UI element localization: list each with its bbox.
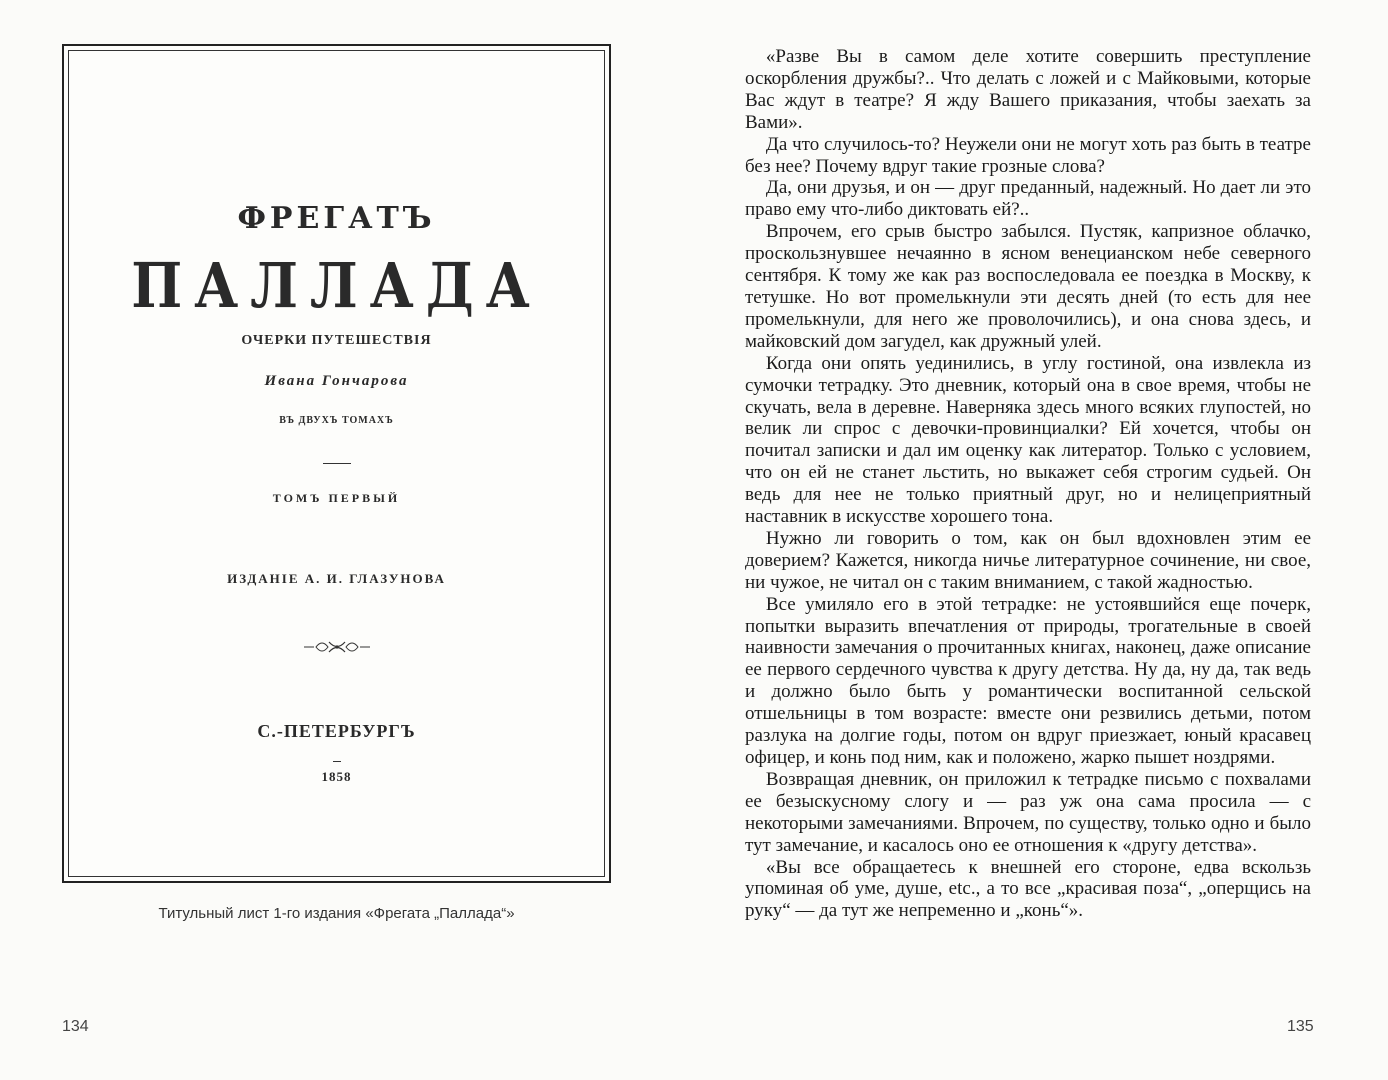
paragraph: Да, они друзья, и он — друг преданный, надежный. Но дает ли это право ему что-либо диктовать ей?.. — [745, 177, 1311, 221]
ornament-icon — [302, 637, 372, 657]
title-subtitle: ОЧЕРКИ ПУТЕШЕСТВІЯ — [241, 333, 432, 348]
paragraph: «Вы все обращаетесь к внешней его стороне, едва вскользь упоминая об уме, душе, etc., а то все „красивая поза“, „оперщись на руку“ — да тут же непременно и „конь“». — [745, 856, 1311, 922]
paragraph: Возвращая дневник, он приложил к тетрадке письмо с похвалами ее безыскусному слогу и — раз уж она сама просила — с некоторыми замечаниями. Впрочем, по существу, только одно и было тут замечание, и касалось оно ее отношения к «другу детства». — [745, 768, 1311, 856]
title-line-fregat: ФРЕГАТЪ — [237, 201, 436, 236]
title-year: 1858 — [321, 769, 352, 784]
title-volume-label: ТОМЪ ПЕРВЫЙ — [272, 491, 401, 505]
title-volumes: ВЪ ДВУХЪ ТОМАХЪ — [279, 415, 394, 426]
title-author: Ивана Гончарова — [264, 373, 409, 389]
title-city: С.-ПЕТЕРБУРГЪ — [257, 721, 416, 741]
right-page-text — [745, 46, 1311, 922]
page-number-left: 134 — [62, 1018, 89, 1035]
figure-caption: Титульный лист 1-го издания «Фрегата „Паллада“» — [158, 905, 515, 922]
page-number-right: 135 — [1287, 1018, 1314, 1035]
title-divider — [323, 463, 351, 464]
paragraph: Да что случилось-то? Неужели они не могут хоть раз быть в театре без нее? Почему вдруг такие грозные слова? — [745, 133, 1311, 177]
title-page-plate — [62, 44, 611, 883]
title-publisher: ИЗДАНІЕ А. И. ГЛАЗУНОВА — [227, 571, 446, 586]
plate-inner-frame — [68, 50, 605, 877]
paragraph: Нужно ли говорить о том, как он был вдохновлен этим ее доверием? Кажется, никогда ничье литературное сочинение, ни свое, ни чужое, не читал он с таким вниманием, с такой жадностью. — [745, 527, 1311, 593]
paragraph: Все умиляло его в этой тетрадке: не устоявшийся еще почерк, попытки выразить впечатления от природы, трогательные в своей наивности замечания о прочитанных книгах, наконец, даже описание ее первого сердечного чувства к другу детства. Ну да, ну да, так ведь и должно было быть у романтически воспитанной сельской отшельницы в том возрасте: вместе они резвились детьми, потом разлука на долгие годы, потом он вдруг приезжает, юный красавец офицер, и конь под ним, как и положено, жарко пышет ноздрями. — [745, 593, 1311, 768]
title-line-pallada: ПАЛЛАДА — [131, 248, 542, 322]
paragraph: Впрочем, его срыв быстро забылся. Пустяк, капризное облачко, проскользнувшее нечаянно в ясном венецианском небе северного сентября. К тому же как раз воспоследовала ее поездка в Москву, к тетушке. Но вот промелькнули эти десять дней (то есть для нее промелькнули, для него же проволочились), и она снова здесь, и майковский дом загудел, как дружный улей. — [745, 221, 1311, 352]
title-short-dash — [333, 761, 341, 762]
paragraph: Когда они опять уединились, в углу гостиной, она извлекла из сумочки тетрадку. Это дневник, который она в свое время, чтобы не скучать, вела в деревне. Наверняка здесь много всяких глупостей, но велик ли спрос с девочки-провинциалки? Ей хочется, чтобы он почитал записки и дал им оценку как литератор. Только с условием, что он ей не станет льстить, но выкажет себя строгим судьей. Он ведь для нее не только приятный друг, но и нелицеприятный наставник в искусстве хорошего тона. — [745, 352, 1311, 528]
paragraph: «Разве Вы в самом деле хотите совершить преступление оскорбления дружбы?.. Что делать с ложей и с Майковыми, которые Вас ждут в театре? Я жду Вашего приказания, чтобы заехать за Вами». — [745, 46, 1311, 133]
